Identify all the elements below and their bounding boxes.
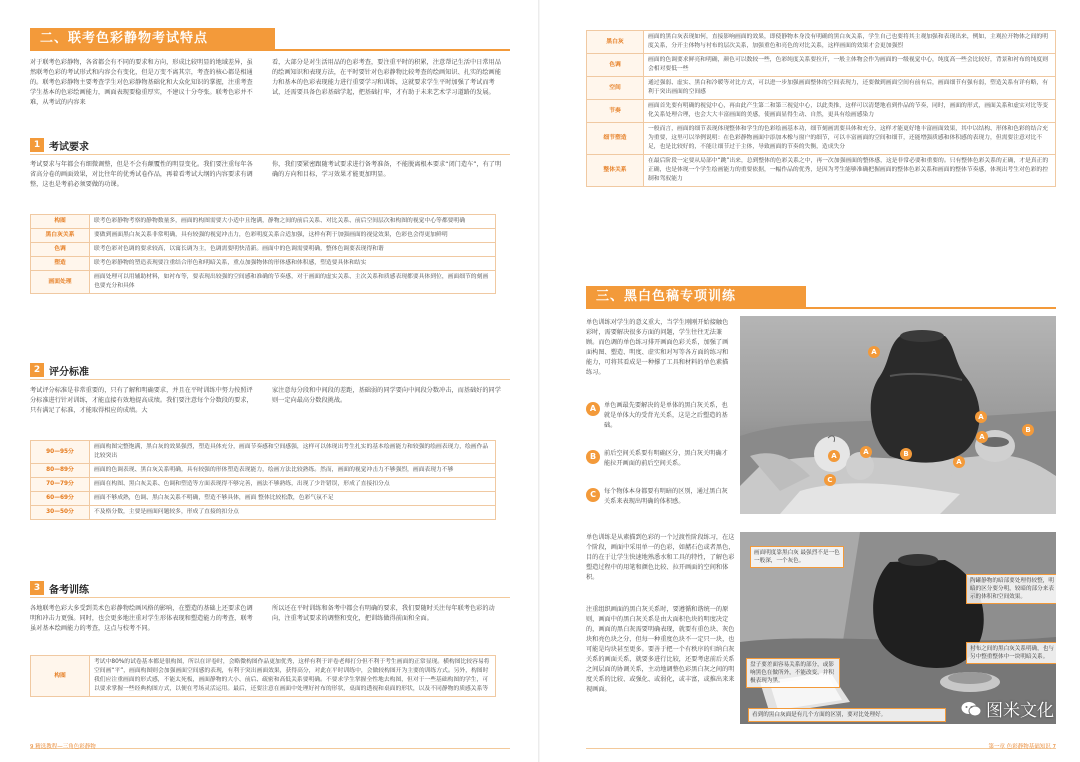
table-row xyxy=(31,656,496,697)
sub-title: 考试要求 xyxy=(49,141,89,153)
point-marker-a: A xyxy=(586,402,600,416)
row-text: 联考色彩静物的塑造表现要注重结合形色和明暗关系，重点加强物体的形体感和体积感，塑造要具体和结实 xyxy=(90,257,496,271)
row-label: 80—89分 xyxy=(31,464,90,478)
row-text: 要做到画面黑白灰关系非常明确，具有较强的视觉冲击力，色彩明度关系合适加强，这样有利于加强画面的视觉效果，色彩也会得更加鲜明 xyxy=(90,229,496,243)
row-text: 一般而言，画面的细节表现体现整体和学生的色彩绘画基本功，细节刻画需要具体和充分，这样才能更好地丰富画面效果，其中以结构、形体和色彩的结合充为重要，这里可以举例说明：在色彩静物画面中添加木橡与窗户的细节，可以丰富画面的空间和细节，还能增强质感和体积感的表现力，但需要注意对比不足，也是比较好的，不能让细节过于主体，导致画面的节奏的失衡，造成失分 xyxy=(644,123,1056,155)
sub1-col1: 考试要求与年都会有细微调整，但是不会有颠覆性的明显变化。我们要注重每年各省高分卷的画面效果，对比往年的优秀试卷作品，再着看考试大纲的内容要求有调整，这也是考前必须要做的功课。 xyxy=(30,161,253,188)
row-text: 联考色彩对色调的要求较高，以寓长调为主，色调需要明快清新。画面中的色调需要明确，整体色调要表现得和谐 xyxy=(90,243,496,257)
requirements-table xyxy=(30,214,496,294)
sub-title: 备考训练 xyxy=(49,584,89,596)
bw-col2a: 单色训练是从素描到色彩的一个过渡性阶段练习，在这个阶段，画面中采用单一的色彩，如赭石色或者黑色，目的在于让学生快速地熟悉水和工具的特性，了解色彩塑造过程中的用笔和颜色比较、拉开画面的空间和体积。 xyxy=(586,534,735,581)
bw-intro: 单色训练对学生的意义重大，当学生刚刚开始接触色彩时，需要解决很多方面的问题，学生往往无法兼顾。而色调的单色练习排开画面色彩关系，加强了画面构图、塑造、明度、虚实和对写等各方面的练习和能力，可将其看成是一种撑了工具和材料的单色素描练习。 xyxy=(586,319,729,376)
row-label: 色调 xyxy=(587,54,644,77)
intro-col1: 对于联考色彩静物，各省都会有不同的要求和方向，形成比较明显的地域差异，虽然联考色彩的考试形式和内容会有变化，但是万变不离其宗，考查的核心都是相通的。联考色彩静物主要考查学生对色彩静物基础化和大众化知识的掌握，注重考查学生基本的色彩绘画能力，画面表现要稳重厚实，不建议十分夸张。联考色彩并不难，从考试的内容来 xyxy=(30,59,253,106)
table-row xyxy=(31,243,496,257)
row-label: 整体关系 xyxy=(587,155,644,187)
point-text: 每个物体本身都要有明暗的区别，通过黑白灰关系来表现出明确的体积感。 xyxy=(604,488,728,505)
row-text: 联考色彩静物考察的静物数量多，画面的构图需要大小适中且饱满，静物之间的前后关系、对比关系、前后空间层次和构图的视觉中心等都要明确 xyxy=(90,215,496,229)
table-row xyxy=(31,478,496,492)
footer-rule xyxy=(586,748,1056,749)
section-rule xyxy=(586,307,1056,309)
painting-marker: A xyxy=(975,411,987,423)
table-row xyxy=(587,54,1056,77)
painting-marker: A xyxy=(860,446,872,458)
row-label: 色调 xyxy=(31,243,90,257)
subheading-scoring xyxy=(30,362,89,378)
row-label: 细节塑造 xyxy=(587,123,644,155)
sub-number: 1 xyxy=(30,138,44,152)
footer-rule xyxy=(30,748,510,749)
table-row xyxy=(31,441,496,464)
row-label: 节奏 xyxy=(587,100,644,123)
sub3-col2: 所以还在平时训练和备考中都会有明确的要求，我们要随时关注每年联考色彩的动向，注重考试要求的调整和变化，把训练做得前面和全面。 xyxy=(272,605,495,622)
sub-rule xyxy=(30,379,510,380)
row-text: 画面不够成熟，色调、黑白灰关系不明确，塑造不够具体，画面 整体比较松散，色彩气氛不足 xyxy=(90,492,496,506)
section-rule xyxy=(30,49,510,51)
row-label: 黑白灰 xyxy=(587,31,644,54)
watermark-text: 图米文化 xyxy=(986,701,1054,721)
row-label: 画面处理 xyxy=(31,271,90,294)
point-text: 前后空间关系要有明确区分，黑白灰关明确才能拉开画面的前后空间关系。 xyxy=(604,450,728,467)
row-text: 在最后阶段一定要从局部中“跳”出来，总到整体的色彩关系之中，再一次加强画面的整体感，这是非常必要和重要的。只有整体色彩关系的正确，才是真正的正确，也是体现一个学生绘画能力的重要依据，一幅作品的优秀，是因为考生能够准确把握画面的整体色彩关系和画面的整体节奏感，体现出考生对色彩的控制和驾驭能力 xyxy=(644,155,1056,187)
sub2-col2: 家注意每分段和中间段的差距，基础弱的同学要向中间段分数冲击，而基础好的同学则一定向最高分数段挑战。 xyxy=(272,387,501,404)
row-text: 画面的色调要求鲜亮和明确，颜色可以数较一些，色彩纯度关系要拉开，一般主体物会作为画面的一级视觉中心，纯度高一些会比较好，背景和衬布的纯度则会相对要低一些 xyxy=(644,54,1056,77)
row-label: 塑造 xyxy=(31,257,90,271)
table-row xyxy=(587,155,1056,187)
painting-marker: A xyxy=(976,431,988,443)
row-text: 画面处理可以用辅助材料，如衬布等，要表现出较强的空间感和准确的节奏感，对于画面的虚实关系、主次关系和质感表现都要具体到位，画面细节的刻画也要充分和具体 xyxy=(90,271,496,294)
painting-callout: 陶罐静物的暗部要处理得较整，明暗的区分要分明，较暗的部分来表示的体积和空间效果。 xyxy=(966,574,1056,604)
row-label: 黑白灰关系 xyxy=(31,229,90,243)
sub3-col1: 各地联考色彩大多受到美术色彩静物绘画风格的影响，在塑造的基础上还要求色调明和冲击力更强。同时，也会更多地注重对学生形体表现和塑造能力的考查，联考虽对基本绘画能力的考查，这点与校考不同。 xyxy=(30,605,253,632)
left-footer: 9 精选教程—三角色彩静物 xyxy=(30,744,96,750)
sub2-col1: 考试评分标准是非常重要的，只有了解和明确要求，并且在平时训练中努力按照评分标准进行针对训练，才能直接有效地提高成绩。我们要注意每个分数段的要求，只有满足了标准，才能取得相应的成绩。大 xyxy=(30,387,253,414)
composition-table-body xyxy=(31,656,496,697)
painting-callout: 盘子要差面容易关系的部分，或影响黑色在做所外，不能改变，并积极表现为黑。 xyxy=(746,658,840,688)
sub-rule xyxy=(30,154,510,155)
watermark xyxy=(960,696,1054,721)
row-text: 考试中80%的试卷基本都是很构图，所以在评卷时，会略微构图作品更加优秀，这样有利于评卷老师打分但不利于考生画面的正常显现。横构图比较容易将空间画“平”，画面构图则会加强画面空间感的表现，有利于突出画面效果，获得高分，对此在平时训练中，会做较构图开为主要的训练方式。另外，构图时我们应注重画面的形式感，不能太死板，画面静物的大小、前后、疏密和高低关系要明确。不要求学生掌握全性地去构图，但对于一些基础构图的学生，可以要求掌握一些经典构图方式，以便在考场灵活运用。最后，还要注意在画面中处理好衬布的形状，桌面的透视和桌面的形状，以及不同静物的质感关系等 xyxy=(90,656,496,697)
row-text: 画面首先要有明确的视觉中心，再由此产生第二和第三视觉中心，以此类推，这样可以清楚地看到作品的节奏，同时，画面的形式，画面关系和虚实对比等变化关系处理合理，也会大大丰富画面的美感，使画面显得生动、自然，更具有绘画感染力 xyxy=(644,100,1056,123)
table-row xyxy=(31,215,496,229)
row-label: 空间 xyxy=(587,77,644,100)
row-label: 70—79分 xyxy=(31,478,90,492)
subheading-training xyxy=(30,580,89,596)
criteria-table xyxy=(586,30,1056,187)
table-row xyxy=(587,31,1056,54)
still-life-painting-1 xyxy=(740,316,1056,514)
section-title-2: 二、联考色彩静物考试特点 xyxy=(30,28,275,50)
row-label: 构图 xyxy=(31,656,90,697)
row-text: 画面在构图、黑白灰关系、色调和塑造等方面表现得不够完善，画法不够熟练，出现了少许错误，形成了直接扣分点 xyxy=(90,478,496,492)
painting-marker: C xyxy=(824,474,836,486)
row-label: 90—95分 xyxy=(31,441,90,464)
scoring-table-body xyxy=(31,441,496,520)
criteria-table-body xyxy=(587,31,1056,187)
point-marker-c: C xyxy=(586,488,600,502)
composition-table xyxy=(30,655,496,697)
painting-marker: B xyxy=(1022,424,1034,436)
table-row xyxy=(31,271,496,294)
row-label: 60—69分 xyxy=(31,492,90,506)
right-footer: 第一章 色彩静物基础知识 7 xyxy=(988,744,1056,750)
point-marker-b: B xyxy=(586,450,600,464)
sub-rule xyxy=(30,597,510,598)
row-text: 画面构图完整饱满，黑白灰的效果强烈，塑造具体充分，画面节奏感和空间感强，这样可以体现出考生扎实的基本绘画能力和较强的绘画表现力，绘画作品比较突出 xyxy=(90,441,496,464)
table-row xyxy=(31,229,496,243)
table-row xyxy=(31,257,496,271)
wechat-icon xyxy=(960,700,982,718)
painting-callout: 画面明度靠黑白灰 最强烈不是一色一般深，一个灰色。 xyxy=(750,546,844,568)
table-row xyxy=(31,506,496,520)
scoring-table xyxy=(30,440,496,520)
right-page xyxy=(540,0,1080,762)
sub-number: 3 xyxy=(30,581,44,595)
painting-callout: 看到的黑白灰面是有几个方面的区别，要对比处理好。 xyxy=(748,708,946,722)
table-row xyxy=(587,100,1056,123)
row-label: 30—50分 xyxy=(31,506,90,520)
painting-marker: A xyxy=(953,456,965,468)
painting-marker: B xyxy=(900,448,912,460)
row-label: 构图 xyxy=(31,215,90,229)
sub-title: 评分标准 xyxy=(49,366,89,378)
sub1-col2: 你，我们要紧密跟随考试要求进行备考准备，不能脱离根本要求“闭门造车”，有了明确的方向和目标，学习效果才能更加明显。 xyxy=(272,161,502,178)
table-row xyxy=(587,123,1056,155)
sub-number: 2 xyxy=(30,363,44,377)
subheading-exam-requirements xyxy=(30,137,89,153)
section-title-3: 三、黑白色稿专项训练 xyxy=(586,286,806,308)
requirements-table-body xyxy=(31,215,496,294)
table-row xyxy=(587,77,1056,100)
table-row xyxy=(31,492,496,506)
row-text: 画面的黑白灰表现如何，直接影响画面的效果，即使静物本身没有明确的黑白灰关系，学生自己也要将其主观加强和表现出来，例如，主观拉开物体之间的明度关系，分开主体物与衬布的层次关系，加强重色和亮色的对比关系，这样画面的效果才会更加强烈 xyxy=(644,31,1056,54)
table-row xyxy=(31,464,496,478)
painting-1-drawing xyxy=(740,316,1056,514)
row-text: 不及格分数，主要是画面问题较多，形成了直接的扣分点 xyxy=(90,506,496,520)
intro-col2: 看，大部分是对生活用品的色彩考查，要注重平时的积累，注意帮记生活中日常用品的绘画知识和表现方法，在平时要针对色彩静物比较考查的绘画知识、扎实的绘画能力和基本的色彩表现能力进行重要学习和训练，这就要求学生平时加强了考试而考试，还需要具备色彩基础学起，把基础打牢，才有助于未来艺术学习道路的发展。 xyxy=(272,59,501,96)
painting-marker: A xyxy=(868,346,880,358)
bw-col2b: 注重组织画面的黑白灰关系时，要遵循和谐统一的原则，画面中的黑白灰关系是由大面积色块的明度决定的，画面的黑白灰需要明确表现，就要有重色块、灰色块和亮色块之分，但每一种重度色块不一定只一块，也可能是均块甚至更多。要善于把一个有秩序的归纳白灰关系的画面关系，就要多进行比较，还要考虑前后关系之间层面的协调关系，主动地调整色彩黑白灰之间的明度关系的比较、或强化、或弱化，或丰富，或推出来来视画面。 xyxy=(586,606,735,693)
painting-callout: 衬布之间的黑白灰关系明确，也与另中整重整体中一块明暗关系。 xyxy=(966,642,1056,664)
row-text: 通过强弱、虚实、黑白和冷暖等对比方式，可以进一步加强画面整体的空间表现力，还要做到画面空间有前有后，画面细节有强有弱，塑造关系有详有略，有利于突出画面的空间感 xyxy=(644,77,1056,100)
row-text: 画面的色调表现、黑白灰关系明确，具有较强的形体塑造表现能力，绘画方法比较熟练。然而，画面的视觉冲击力不够强烈，画面表现力不够 xyxy=(90,464,496,478)
point-text: 单色画最先要解决的是单体的黑白灰关系，也就是单体大的受背光关系，这是之后塑造的基础。 xyxy=(604,402,728,429)
painting-marker: A xyxy=(828,450,840,462)
